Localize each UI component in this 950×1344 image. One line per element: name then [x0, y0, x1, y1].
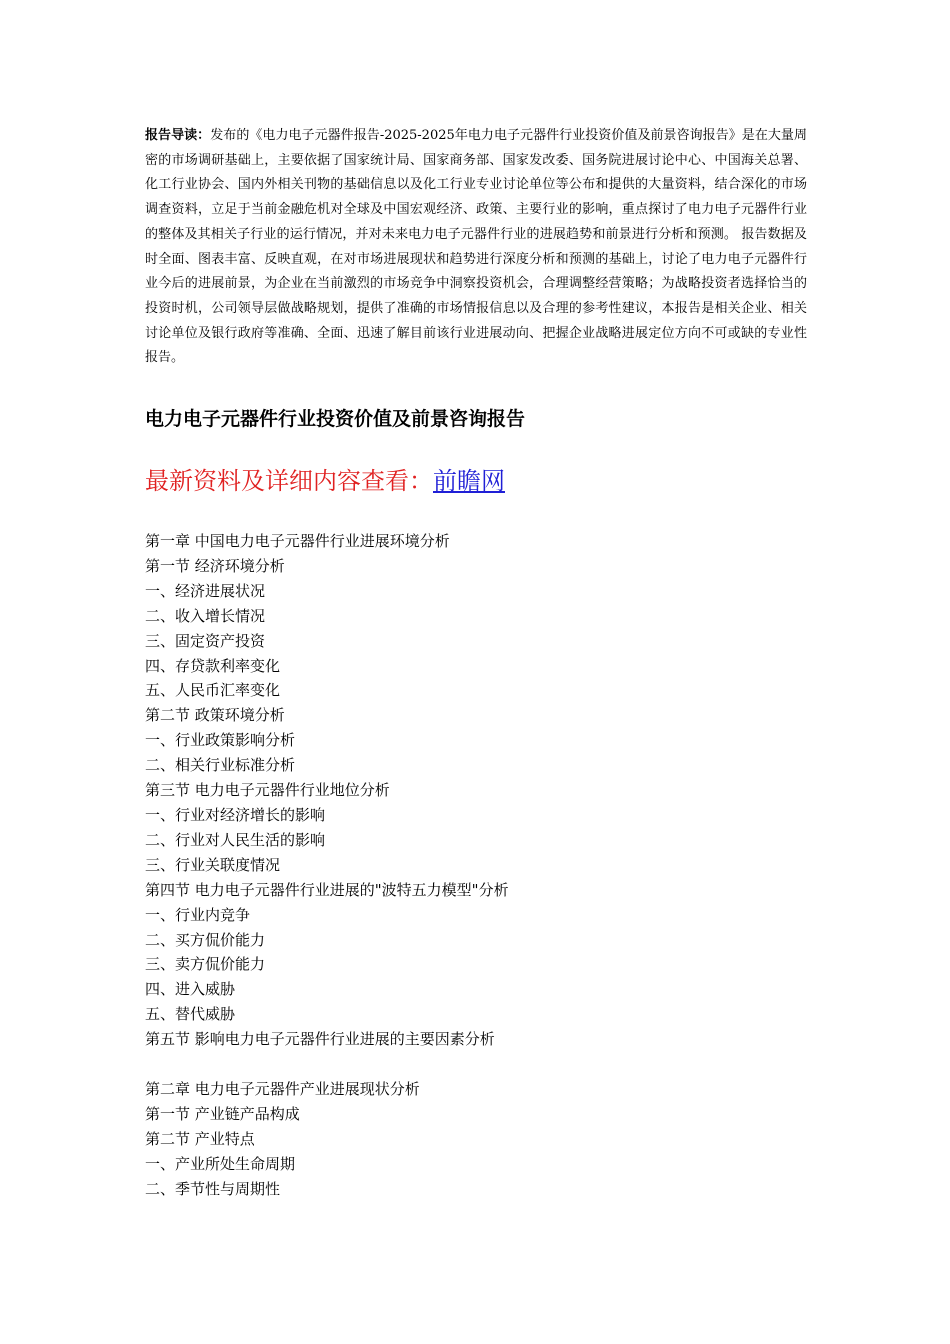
- toc-item: 五、人民币汇率变化: [145, 681, 281, 700]
- toc-item: 第三节 电力电子元器件行业地位分析: [145, 781, 390, 800]
- toc-item: 第二节 政策环境分析: [145, 706, 285, 725]
- toc-item: 一、产业所处生命周期: [145, 1154, 296, 1173]
- intro-paragraph: [145, 124, 807, 371]
- toc-item: 三、行业关联度情况: [145, 855, 281, 874]
- source-link[interactable]: 前瞻网: [433, 467, 505, 496]
- intro-label: 报告导读：: [145, 128, 211, 143]
- table-of-contents: [145, 529, 807, 1201]
- toc-item: 第一节 产业链产品构成: [145, 1104, 300, 1123]
- toc-item: 二、买方侃价能力: [145, 930, 266, 949]
- report-title: 电力电子元器件行业投资价值及前景咨询报告: [145, 408, 526, 431]
- toc-item: 二、相关行业标准分析: [145, 756, 296, 775]
- toc-item: 一、行业政策影响分析: [145, 731, 296, 750]
- toc-item: 一、行业对经济增长的影响: [145, 806, 326, 824]
- toc-item: 第一章 中国电力电子元器件行业进展环境分析: [145, 532, 450, 551]
- toc-item: 二、季节性与周期性: [145, 1179, 281, 1198]
- toc-item: 二、行业对人民生活的影响: [145, 830, 326, 849]
- toc-item: 四、进入威胁: [145, 980, 236, 999]
- toc-item: 第二节 产业特点: [145, 1129, 255, 1148]
- toc-item: 三、固定资产投资: [145, 631, 266, 650]
- toc-item: 二、收入增长情况: [145, 606, 266, 625]
- toc-item: 第四节 电力电子元器件行业进展的"波特五力模型"分析: [145, 880, 509, 899]
- toc-item: 三、卖方侃价能力: [145, 955, 266, 974]
- document-page: [145, 124, 807, 1201]
- more-info-line: [145, 463, 807, 499]
- toc-item: 一、经济进展状况: [145, 581, 266, 600]
- toc-item: 第五节 影响电力电子元器件行业进展的主要因素分析: [145, 1030, 495, 1049]
- more-info-label: 最新资料及详细内容查看：: [145, 467, 433, 496]
- toc-item: 第一节 经济环境分析: [145, 556, 285, 575]
- toc-item: 四、存贷款利率变化: [145, 656, 281, 675]
- toc-item: 一、行业内竞争: [145, 905, 251, 924]
- intro-text: 发布的《电力电子元器件报告-2025-2025年电力电子元器件行业投资价值及前景咨询报告》是在大量周密的市场调研基础上，主要依据了国家统计局、国家商务部、国家发改委、国务院进展讨论中心、中国海关总署、化工行业协会、国内外相关刊物的基础信息以及化工行业专业讨论单位等公布和提供的大量资料，结合深化的市场调查资料，立足于当前金融危机对全球及中国宏观经济、政策、主要行业的影响，重点探讨了电力电子元器件行业的整体及其相关子行业的运行情况，并对未来电力电子元器件行业的进展趋势和前景进行分析和预测。 报告数据及时全面、图表丰富、反映直观，在对市场进展现状和趋势进行深度分析和预测的基础上，讨论了电力电子元器件行业今后的进展前景，为企业在当前激烈的市场竞争中洞察投资机会，合理调整经营策略；为战略投资者选择恰当的投资时机，公司领导层做战略规划，提供了准确的市场情报信息以及合理的参考性建议，本报告是相关企业、相关讨论单位及银行政府等准确、全面、迅速了解目前该行业进展动向、把握企业战略进展定位方向不可或缺的专业性报告。: [145, 128, 807, 366]
- toc-item: 第二章 电力电子元器件产业进展现状分析: [145, 1079, 420, 1098]
- toc-item: 五、替代威胁: [145, 1005, 236, 1024]
